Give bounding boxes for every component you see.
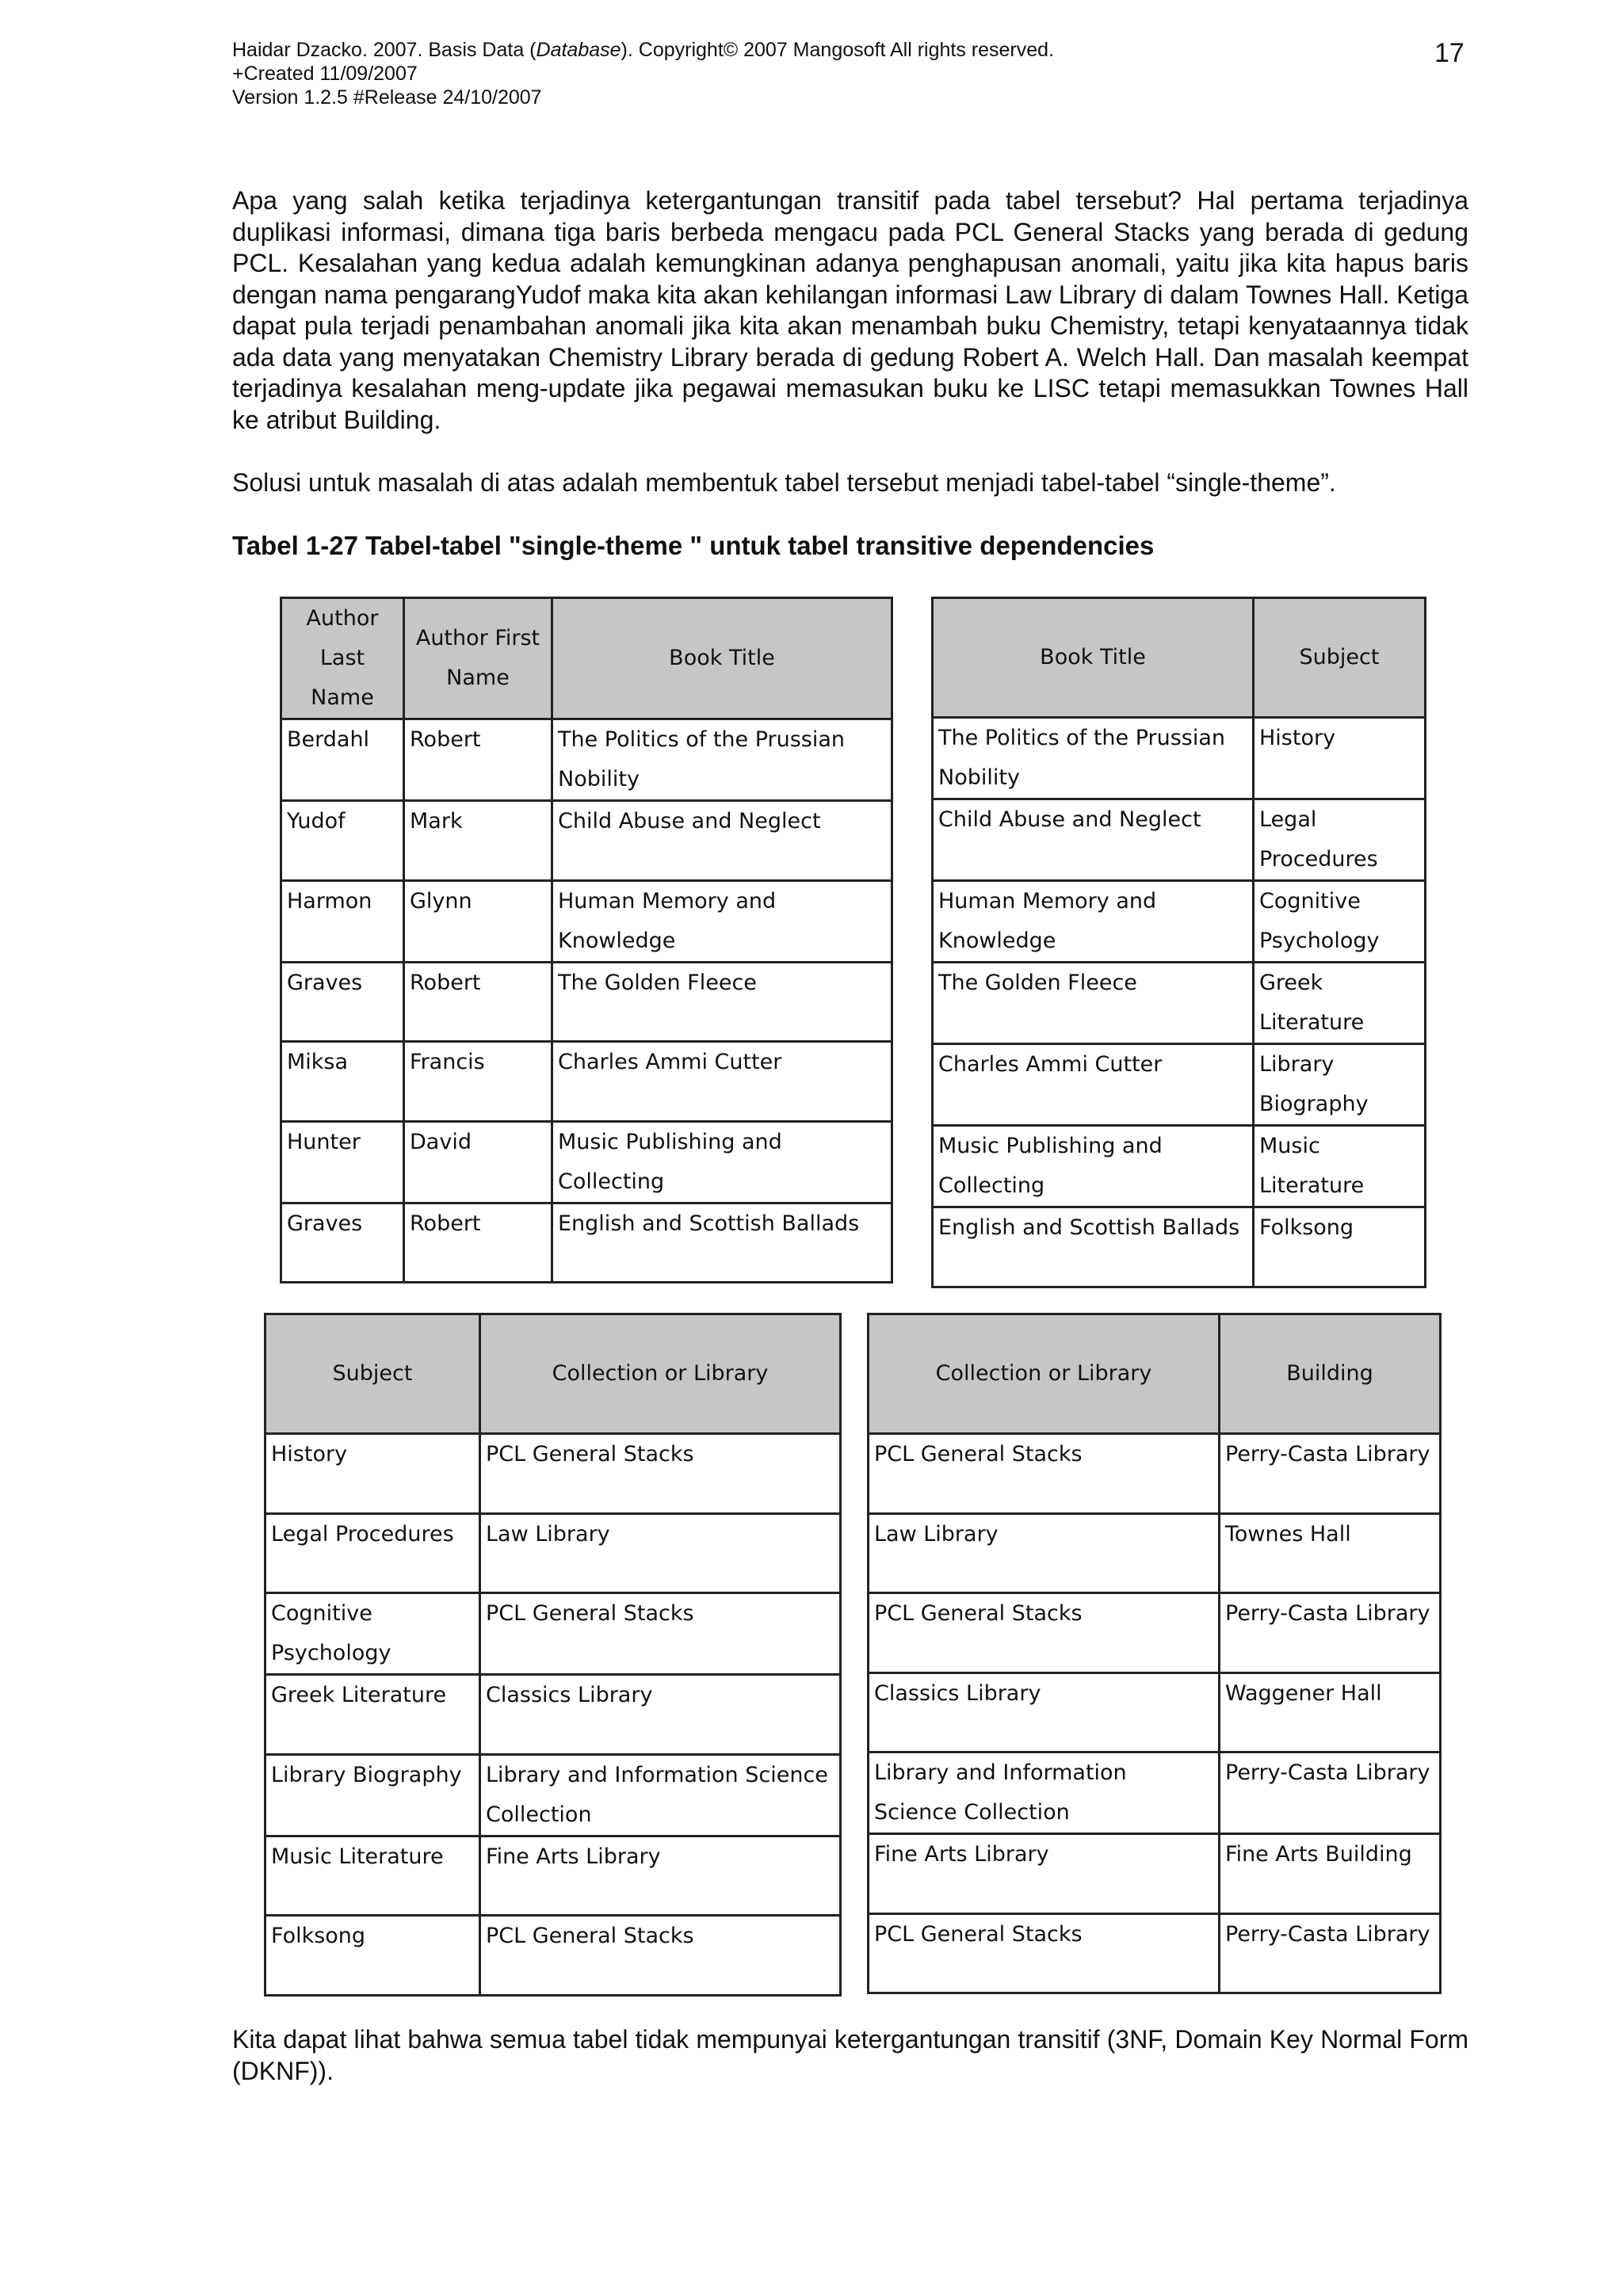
- table-row: [281, 719, 892, 801]
- page-number: 17: [1434, 38, 1465, 68]
- table-cell: Robert: [404, 1203, 552, 1283]
- paragraph-solution: Solusi untuk masalah di atas adalah membentuk tabel tersebut menjadi tabel-tabel “single-theme”.: [232, 468, 1336, 497]
- header-citation: [232, 38, 1054, 62]
- table-cell: Graves: [281, 1203, 404, 1283]
- subjects-table: [931, 597, 1426, 1288]
- table-cell: Waggener Hall: [1220, 1672, 1441, 1753]
- table-cell: Human Memory and Knowledge: [552, 880, 892, 962]
- paragraph-transitive-problems: Apa yang salah ketika terjadinya ketergantungan transitif pada tabel tersebut? Hal pertama terjadinya duplikasi informasi, dimana tiga baris berbeda mengacu pada PCL General Stacks yang berada di gedung PCL. Kesalahan yang kedua adalah kemungkinan adanya penghapusan anomali, yaitu jika kita hapus baris dengan nama pengarangYudof maka kita akan kehilangan informasi Law Library di dalam Townes Hall. Ketiga dapat pula terjadi penambahan anomali jika kita akan menambah buku Chemistry, tetapi kenyataannya tidak ada data yang menyatakan Chemistry Library berada di gedung Robert A. Welch Hall. Dan masalah keempat terjadinya kesalahan meng-update jika pegawai memasukan buku ke LISC tetapi memasukkan Townes Hall ke atribut Building.: [232, 186, 1468, 434]
- column-header: Author Last Name: [281, 598, 404, 719]
- table-row: [869, 1753, 1441, 1834]
- table-cell: Folksong: [265, 1916, 480, 1996]
- header-citation-italic: Database: [536, 39, 621, 61]
- table-header-row: [281, 598, 892, 719]
- table-row: [265, 1513, 841, 1593]
- table-row: [869, 1434, 1441, 1514]
- table-cell: History: [1254, 718, 1426, 799]
- table-header-row: [265, 1314, 841, 1434]
- table-cell: Greek Literature: [1254, 963, 1426, 1044]
- table-cell: English and Scottish Ballads: [933, 1207, 1254, 1287]
- table-cell: Francis: [404, 1042, 552, 1122]
- table-row: [933, 881, 1426, 963]
- table-row: [869, 1913, 1441, 1993]
- table-cell: Law Library: [480, 1513, 841, 1593]
- table-cell: Mark: [404, 801, 552, 881]
- table-cell: PCL General Stacks: [480, 1593, 841, 1675]
- table-cell: Legal Procedures: [1254, 799, 1426, 881]
- table-cell: Perry-Casta Library: [1220, 1434, 1441, 1514]
- table-cell: Child Abuse and Neglect: [933, 799, 1254, 881]
- table-cell: Hunter: [281, 1121, 404, 1203]
- collections-table: [264, 1313, 842, 1997]
- table-row: [265, 1754, 841, 1836]
- table-cell: Library and Information Science Collection: [480, 1754, 841, 1836]
- column-header: Book Title: [933, 598, 1254, 718]
- column-header: Author First Name: [404, 598, 552, 719]
- table-cell: The Politics of the Prussian Nobility: [933, 718, 1254, 799]
- table-cell: Fine Arts Library: [480, 1836, 841, 1916]
- table-cell: Music Literature: [265, 1836, 480, 1916]
- table-caption: Tabel 1-27 Tabel-tabel "single-theme " untuk tabel transitive dependencies: [232, 531, 1155, 560]
- table-cell: Perry-Casta Library: [1220, 1753, 1441, 1834]
- table-row: [281, 1121, 892, 1203]
- table-cell: Glynn: [404, 880, 552, 962]
- table-cell: Charles Ammi Cutter: [933, 1044, 1254, 1126]
- table-cell: PCL General Stacks: [869, 1434, 1220, 1514]
- table-cell: PCL General Stacks: [869, 1593, 1220, 1673]
- table-cell: Greek Literature: [265, 1675, 480, 1755]
- table-cell: Robert: [404, 719, 552, 801]
- table-row: [869, 1672, 1441, 1753]
- table-cell: PCL General Stacks: [869, 1913, 1220, 1993]
- table-cell: Charles Ammi Cutter: [552, 1042, 892, 1122]
- column-header: Collection or Library: [480, 1314, 841, 1434]
- table-row: [933, 718, 1426, 799]
- authors-table: [280, 597, 893, 1283]
- table-row: [869, 1513, 1441, 1593]
- table-cell: Yudof: [281, 801, 404, 881]
- table-cell: Miksa: [281, 1042, 404, 1122]
- table-cell: David: [404, 1121, 552, 1203]
- table-cell: PCL General Stacks: [480, 1434, 841, 1514]
- header-citation-pre: Haidar Dzacko. 2007. Basis Data (: [232, 39, 537, 61]
- buildings-table: [867, 1313, 1442, 1994]
- table-cell: The Golden Fleece: [933, 963, 1254, 1044]
- table-cell: Music Publishing and Collecting: [933, 1126, 1254, 1207]
- table-row: [281, 1203, 892, 1283]
- table-cell: Law Library: [869, 1513, 1220, 1593]
- table-row: [265, 1916, 841, 1996]
- column-header: Collection or Library: [869, 1314, 1220, 1434]
- table-row: [281, 880, 892, 962]
- table-cell: Music Literature: [1254, 1126, 1426, 1207]
- table-cell: English and Scottish Ballads: [552, 1203, 892, 1283]
- table-cell: Townes Hall: [1220, 1513, 1441, 1593]
- column-header: Subject: [1254, 598, 1426, 718]
- table-row: [265, 1836, 841, 1916]
- paragraph-conclusion: Kita dapat lihat bahwa semua tabel tidak mempunyai ketergantungan transitif (3NF, Domain Key Normal Form (DKNF)).: [232, 2025, 1468, 2085]
- table-cell: Graves: [281, 962, 404, 1042]
- column-header: Book Title: [552, 598, 892, 719]
- table-cell: Music Publishing and Collecting: [552, 1121, 892, 1203]
- table-cell: The Politics of the Prussian Nobility: [552, 719, 892, 801]
- table-cell: Library and Information Science Collection: [869, 1753, 1220, 1834]
- table-cell: Child Abuse and Neglect: [552, 801, 892, 881]
- table-cell: Classics Library: [480, 1675, 841, 1755]
- page-header: [232, 38, 1054, 109]
- header-created: +Created 11/09/2007: [232, 63, 418, 85]
- table-cell: Library Biography: [265, 1754, 480, 1836]
- table-cell: Berdahl: [281, 719, 404, 801]
- table-cell: Fine Arts Library: [869, 1834, 1220, 1914]
- table-row: [869, 1593, 1441, 1673]
- table-row: [869, 1834, 1441, 1914]
- header-version: Version 1.2.5 #Release 24/10/2007: [232, 86, 542, 109]
- column-header: Subject: [265, 1314, 480, 1434]
- table-row: [933, 799, 1426, 881]
- table-row: [281, 962, 892, 1042]
- table-cell: Perry-Casta Library: [1220, 1593, 1441, 1673]
- table-cell: Robert: [404, 962, 552, 1042]
- table-cell: The Golden Fleece: [552, 962, 892, 1042]
- table-row: [933, 963, 1426, 1044]
- table-cell: Cognitive Psychology: [265, 1593, 480, 1675]
- table-row: [281, 801, 892, 881]
- header-citation-post: ). Copyright© 2007 Mangosoft All rights reserved.: [621, 39, 1055, 61]
- table-cell: Fine Arts Building: [1220, 1834, 1441, 1914]
- table-row: [933, 1044, 1426, 1126]
- table-row: [933, 1207, 1426, 1287]
- table-row: [265, 1434, 841, 1514]
- table-cell: Perry-Casta Library: [1220, 1913, 1441, 1993]
- table-cell: PCL General Stacks: [480, 1916, 841, 1996]
- column-header: Building: [1220, 1314, 1441, 1434]
- table-cell: Folksong: [1254, 1207, 1426, 1287]
- table-cell: Cognitive Psychology: [1254, 881, 1426, 963]
- table-row: [265, 1593, 841, 1675]
- table-cell: Library Biography: [1254, 1044, 1426, 1126]
- table-cell: Classics Library: [869, 1672, 1220, 1753]
- table-cell: History: [265, 1434, 480, 1514]
- table-cell: Human Memory and Knowledge: [933, 881, 1254, 963]
- table-row: [933, 1126, 1426, 1207]
- table-row: [265, 1675, 841, 1755]
- table-row: [281, 1042, 892, 1122]
- table-header-row: [869, 1314, 1441, 1434]
- table-cell: Legal Procedures: [265, 1513, 480, 1593]
- table-header-row: [933, 598, 1426, 718]
- table-cell: Harmon: [281, 880, 404, 962]
